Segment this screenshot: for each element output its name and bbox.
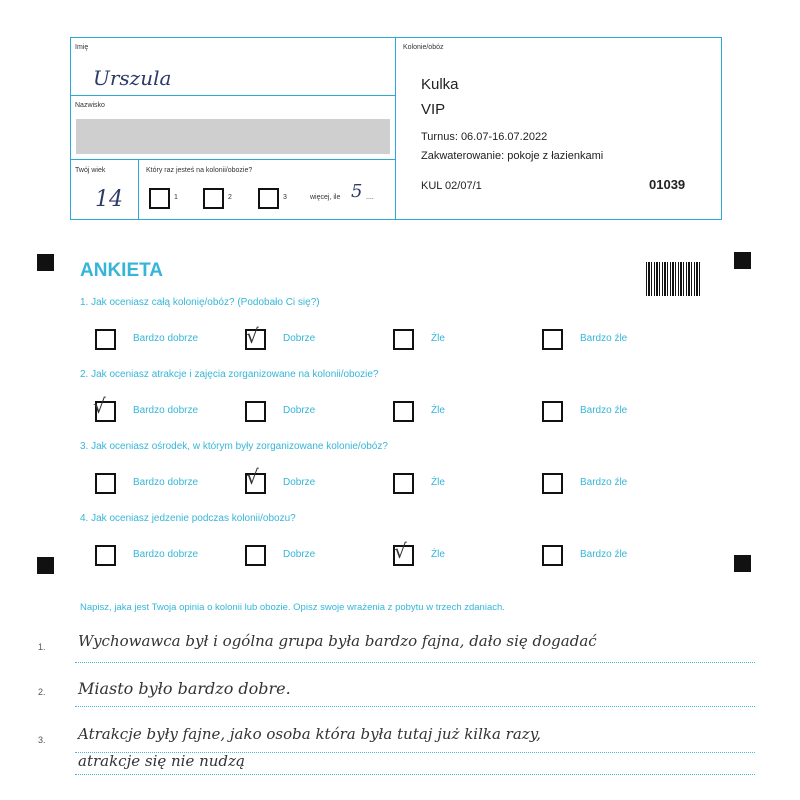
raz-2-label: 2: [228, 194, 232, 201]
answer-line-4: atrakcje się nie nudzą: [78, 752, 245, 770]
zakwaterowanie: Zakwaterowanie: pokoje z łazienkami: [421, 150, 604, 162]
raz-1-checkbox[interactable]: [149, 188, 170, 209]
wiek-value: 14: [95, 187, 123, 212]
registration-mark-mid-left: [37, 557, 54, 574]
imie-value: Urszula: [93, 66, 172, 90]
q2-zle-label: Źle: [431, 405, 445, 416]
q3-bardzo-dobrze-checkbox[interactable]: [95, 473, 116, 494]
kolonia-type: VIP: [421, 101, 446, 118]
q4-bardzo-dobrze-label: Bardzo dobrze: [133, 549, 199, 560]
question-3: 3. Jak oceniasz ośrodek, w którym były zorganizowane kolonie/obóz?: [80, 441, 388, 452]
q1-bardzo-zle-label: Bardzo źle: [580, 333, 628, 344]
line-number-2: 2.: [38, 687, 46, 697]
imie-label: Imię: [75, 44, 89, 51]
kolonia-label: Kolonie/obóz: [403, 44, 444, 51]
registration-mark-top-right: [734, 252, 751, 269]
wiek-section: [71, 159, 139, 219]
wiecej-value: 5: [351, 181, 363, 202]
q2-bardzo-dobrze-label: Bardzo dobrze: [133, 405, 199, 416]
nazwisko-label: Nazwisko: [75, 102, 105, 109]
survey-title: ANKIETA: [80, 260, 164, 281]
line-number-1: 1.: [38, 642, 46, 652]
q4-dobrze-checkbox[interactable]: [245, 545, 266, 566]
q4-check-mark: √: [394, 539, 407, 563]
raz-1-label: 1: [174, 194, 178, 201]
q2-bardzo-zle-checkbox[interactable]: [542, 401, 563, 422]
question-2: 2. Jak oceniasz atrakcje i zajęcia zorganizowane na kolonii/obozie?: [80, 369, 379, 380]
q1-dobrze-label: Dobrze: [283, 333, 316, 344]
wiecej-dots: ....: [366, 194, 374, 201]
registration-mark-mid-right: [734, 555, 751, 572]
header-form: [70, 37, 722, 220]
answer-line-3: Atrakcje były fajne, jako osoba która była tutaj już kilka razy,: [78, 725, 541, 743]
turnus: Turnus: 06.07-16.07.2022: [421, 131, 548, 143]
q2-dobrze-label: Dobrze: [283, 405, 316, 416]
q3-dobrze-label: Dobrze: [283, 477, 316, 488]
opinion-prompt: Napisz, jaka jest Twoja opinia o kolonii lub obozie. Opisz swoje wrażenia z pobytu w trzech zdaniach.: [80, 602, 505, 613]
q3-zle-checkbox[interactable]: [393, 473, 414, 494]
imie-section: [71, 38, 396, 96]
q4-bardzo-zle-checkbox[interactable]: [542, 545, 563, 566]
question-4: 4. Jak oceniasz jedzenie podczas kolonii/obozu?: [80, 513, 296, 524]
answer-line-2: Miasto było bardzo dobre.: [78, 679, 291, 698]
q4-bardzo-dobrze-checkbox[interactable]: [95, 545, 116, 566]
q3-bardzo-zle-label: Bardzo źle: [580, 477, 628, 488]
answer-dotted-line-4: [75, 774, 755, 775]
q1-bardzo-zle-checkbox[interactable]: [542, 329, 563, 350]
ktory-raz-label: Który raz jesteś na kolonii/obozie?: [146, 167, 253, 174]
wiek-label: Twój wiek: [75, 167, 106, 174]
answer-dotted-line-1: [75, 662, 755, 663]
line-number-3: 3.: [38, 735, 46, 745]
q3-zle-label: Źle: [431, 477, 445, 488]
registration-mark-top-left: [37, 254, 54, 271]
answer-dotted-line-2: [75, 706, 755, 707]
wiecej-label: więcej, ile: [310, 194, 341, 201]
q1-zle-checkbox[interactable]: [393, 329, 414, 350]
q3-bardzo-dobrze-label: Bardzo dobrze: [133, 477, 199, 488]
barcode: [646, 262, 702, 296]
q1-zle-label: Źle: [431, 333, 445, 344]
q2-bardzo-zle-label: Bardzo źle: [580, 405, 628, 416]
q2-dobrze-checkbox[interactable]: [245, 401, 266, 422]
raz-2-checkbox[interactable]: [203, 188, 224, 209]
q2-zle-checkbox[interactable]: [393, 401, 414, 422]
q4-dobrze-label: Dobrze: [283, 549, 316, 560]
q3-check-mark: √: [246, 465, 259, 489]
kolonia-name: Kulka: [421, 76, 459, 93]
ktory-raz-section: [138, 159, 396, 219]
q4-zle-label: Źle: [431, 549, 445, 560]
answer-line-1: Wychowawca był i ogólna grupa była bardzo fajna, dało się dogadać: [78, 632, 597, 650]
nazwisko-redacted: [76, 119, 390, 154]
q2-check-mark: √: [93, 394, 106, 418]
q3-bardzo-zle-checkbox[interactable]: [542, 473, 563, 494]
nazwisko-section: [71, 95, 396, 160]
q1-bardzo-dobrze-checkbox[interactable]: [95, 329, 116, 350]
q4-bardzo-zle-label: Bardzo źle: [580, 549, 628, 560]
answer-dotted-line-3: [75, 752, 755, 753]
q1-check-mark: √: [246, 324, 259, 348]
raz-3-label: 3: [283, 194, 287, 201]
raz-3-checkbox[interactable]: [258, 188, 279, 209]
kolonia-code: KUL 02/07/1: [421, 180, 482, 192]
question-1: 1. Jak oceniasz całą kolonię/obóz? (Podobało Ci się?): [80, 297, 320, 308]
form-number: 01039: [649, 177, 686, 192]
q1-bardzo-dobrze-label: Bardzo dobrze: [133, 333, 199, 344]
